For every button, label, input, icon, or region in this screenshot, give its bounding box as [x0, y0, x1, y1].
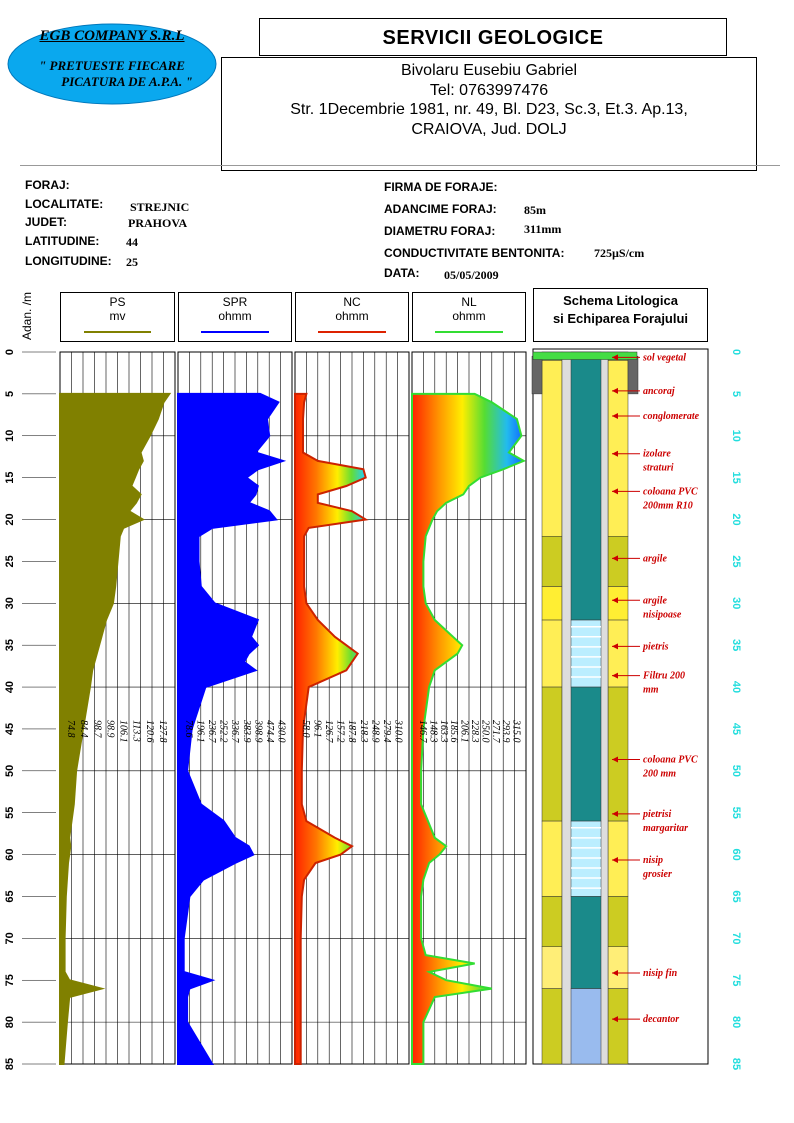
- depth-tick-right: 40: [730, 680, 742, 694]
- scale-label-ps: 113.3: [130, 720, 142, 742]
- depth-tick-right: 20: [730, 513, 742, 526]
- track-unit-nc: ohmm: [335, 309, 369, 323]
- sol-vegetal-cap: [533, 352, 637, 360]
- depth-tick-left: 35: [4, 639, 16, 652]
- scale-label-ps: 74.8: [65, 720, 76, 738]
- track-legend-line-ps: [84, 331, 152, 333]
- lithology-label: decantor: [643, 1014, 680, 1026]
- address-line-2: CRAIOVA, Jud. DOLJ: [411, 120, 567, 138]
- scale-label-spr: 336.7: [229, 720, 241, 743]
- conductivitate-value: 725µS/cm: [594, 246, 645, 260]
- litho-argile: [542, 687, 562, 821]
- data-label: DATA:: [384, 266, 420, 280]
- depth-tick-left: 70: [4, 932, 16, 945]
- scale-label-ps: 84.4: [78, 720, 90, 738]
- scale-label-spr: 78.6: [183, 720, 194, 738]
- track-header-nl: [412, 292, 526, 342]
- scale-label-nl: 315.0: [510, 720, 522, 743]
- scale-label-nl: 271.7: [489, 720, 501, 743]
- adancime-label: ADANCIME FORAJ:: [384, 202, 497, 216]
- depth-tick-left: 10: [4, 429, 16, 442]
- lithology-label: nisip fin: [643, 968, 678, 980]
- scale-label-nc: 187.8: [346, 720, 358, 743]
- scale-label-ps: 98.7: [91, 720, 103, 738]
- depth-tick-right: 5: [730, 390, 742, 397]
- scale-label-spr: 252.2: [217, 720, 229, 743]
- judet-label: JUDET:: [25, 215, 68, 229]
- scale-label-nc: 310.0: [392, 720, 404, 743]
- depth-tick-right: 60: [730, 848, 742, 861]
- casing-pvc: [571, 352, 601, 620]
- foraj-label: FORAJ:: [25, 178, 70, 192]
- depth-tick-left: 20: [4, 513, 16, 526]
- track-unit-spr: ohmm: [218, 309, 252, 323]
- scale-label-spr: 196.1: [194, 720, 206, 743]
- depth-tick-left: 55: [4, 806, 16, 819]
- scale-label-ps: 98.9: [104, 720, 116, 738]
- litho-nisip-fin: [608, 947, 628, 989]
- conductivitate-label: CONDUCTIVITATE BENTONITA:: [384, 246, 565, 260]
- scale-label-ps: 106.1: [117, 720, 129, 743]
- track-legend-line-nl: [435, 331, 502, 333]
- scale-label-nc: 279.4: [380, 720, 392, 743]
- depth-tick-left: 80: [4, 1015, 16, 1029]
- scale-label-nl: 228.3: [469, 720, 480, 743]
- lithology-label: coloana PVC 200 mm: [643, 754, 698, 780]
- scale-label-nc: 96.1: [311, 720, 323, 738]
- depth-tick-left: 45: [4, 722, 16, 736]
- casing-pvc: [571, 687, 601, 821]
- depth-tick-right: 85: [730, 1057, 742, 1071]
- depth-axis-label: Adan. /m: [20, 291, 34, 340]
- track-header-spr: [178, 292, 292, 342]
- localitate-label: LOCALITATE:: [25, 197, 104, 211]
- filter-200mm: [571, 821, 601, 896]
- slogan-line-1: " PRETUESTE FIECARE: [39, 58, 185, 73]
- depth-tick-left: 15: [4, 471, 16, 484]
- depth-tick-right: 45: [730, 722, 742, 736]
- scale-label-ps: 120.6: [143, 720, 155, 743]
- depth-tick-right: 35: [730, 639, 742, 652]
- lithology-label: argile: [643, 553, 667, 565]
- track-name-nc: NC: [343, 295, 361, 309]
- depth-tick-right: 80: [730, 1015, 742, 1029]
- contact-phone: Tel: 0763997476: [429, 81, 549, 99]
- depth-tick-right: 0: [730, 348, 742, 356]
- page-title: SERVICII GEOLOGICE: [259, 18, 727, 56]
- depth-tick-left: 0: [4, 348, 16, 356]
- litho-argile: [608, 989, 628, 1064]
- depth-tick-right: 25: [730, 555, 742, 568]
- header-divider: [20, 165, 780, 166]
- scale-label-nc: 58.0: [300, 720, 311, 738]
- lithology-label: pietrisi margaritar: [643, 808, 689, 834]
- depth-tick-left: 65: [4, 890, 16, 903]
- litho-pietris: [542, 620, 562, 687]
- track-name-ps: PS: [109, 295, 126, 309]
- firma-label: FIRMA DE FORAJE:: [384, 180, 498, 194]
- scale-label-nc: 126.7: [323, 720, 335, 743]
- litho-argile: [542, 989, 562, 1064]
- depth-tick-left: 60: [4, 848, 16, 861]
- scale-label-nl: 185.6: [448, 720, 460, 743]
- adancime-value: 85m: [524, 203, 546, 217]
- depth-tick-right: 30: [730, 597, 742, 610]
- data-value: 05/05/2009: [444, 268, 499, 282]
- scale-label-spr: 474.4: [263, 720, 275, 743]
- litho-argile: [608, 687, 628, 821]
- contact-box: [221, 57, 757, 171]
- lithology-label: conglomerate: [643, 411, 700, 423]
- schema-title-line-1: Schema Litologica: [563, 293, 678, 308]
- lithology-label: argile nisipoase: [643, 595, 682, 621]
- lithology-label: ancoraj: [643, 385, 675, 397]
- scale-label-nl: 206.1: [458, 720, 470, 743]
- lithology-label: izolare straturi: [643, 448, 674, 474]
- ancoraj-right: [628, 356, 638, 394]
- depth-tick-right: 65: [730, 890, 742, 903]
- scale-label-nc: 157.2: [334, 720, 346, 743]
- litho-nisip-grosier: [542, 821, 562, 896]
- track-header-ps: [60, 292, 175, 342]
- depth-tick-left: 50: [4, 764, 16, 777]
- track-name-spr: SPR: [222, 295, 248, 309]
- litho-argile: [608, 896, 628, 946]
- scale-label-nl: 146.7: [417, 720, 428, 743]
- depth-tick-right: 70: [730, 932, 742, 945]
- contact-name: Bivolaru Eusebiu Gabriel: [400, 62, 578, 79]
- address-line-1: Str. 1Decembrie 1981, nr. 49, Bl. D23, Sc.3, Et.3. Ap.13,: [290, 101, 688, 118]
- track-name-nl: NL: [461, 295, 477, 309]
- scale-label-spr: 398.9: [252, 720, 264, 743]
- depth-tick-left: 25: [4, 555, 16, 568]
- longitudine-label: LONGITUDINE:: [25, 254, 112, 268]
- scale-label-spr: 236.7: [206, 720, 218, 743]
- depth-tick-right: 10: [730, 429, 742, 442]
- lithology-label: coloana PVC 200mm R10: [643, 486, 698, 512]
- track-legend-line-nc: [318, 331, 385, 333]
- decantor: [571, 989, 601, 1064]
- scale-label-nl: 250.0: [479, 720, 491, 743]
- litho-nisip-fin: [542, 947, 562, 989]
- scale-label-nl: 163.3: [437, 720, 449, 743]
- schema-header: [533, 288, 708, 342]
- depth-tick-left: 5: [4, 390, 16, 397]
- litho-argile: [542, 896, 562, 946]
- scale-label-spr: 430.0: [275, 720, 287, 743]
- scale-label-nc: 218.3: [357, 720, 369, 743]
- localitate-value: STREJNIC: [130, 200, 190, 214]
- litho-conglomerate: [542, 360, 562, 536]
- latitudine-value: 44: [126, 235, 138, 249]
- ancoraj-left: [532, 356, 542, 394]
- litho-argile: [542, 536, 562, 586]
- scale-label-ps: 127.8: [156, 720, 168, 743]
- slogan-line-2: PICATURA DE A.P.A. ": [61, 74, 193, 89]
- scale-label-spr: 383.9: [240, 720, 252, 743]
- depth-tick-left: 75: [4, 974, 16, 987]
- casing-pvc: [571, 896, 601, 988]
- depth-tick-left: 40: [4, 680, 16, 694]
- diametru-label: DIAMETRU FORAJ:: [384, 224, 496, 238]
- lithology-label: sol vegetal: [643, 352, 687, 364]
- depth-tick-right: 55: [730, 806, 742, 819]
- track-unit-ps: mv: [109, 309, 126, 323]
- lithology-label: nisip grosier: [643, 854, 672, 880]
- latitudine-label: LATITUDINE:: [25, 234, 100, 248]
- judet-value: PRAHOVA: [128, 216, 188, 230]
- depth-tick-left: 85: [4, 1057, 16, 1071]
- litho-conglomerate: [608, 360, 628, 536]
- company-name: EGB COMPANY S.R.L: [39, 28, 185, 44]
- longitudine-value: 25: [126, 255, 138, 269]
- company-slogan: [6, 58, 218, 90]
- depth-tick-right: 50: [730, 764, 742, 777]
- depth-tick-right: 75: [730, 974, 742, 987]
- track-legend-line-spr: [201, 331, 268, 333]
- scale-label-nl: 148.3: [427, 720, 439, 743]
- scale-label-nc: 248.9: [369, 720, 381, 743]
- depth-tick-right: 15: [730, 471, 742, 484]
- track-header-nc: [295, 292, 409, 342]
- diametru-value: 311mm: [524, 222, 562, 236]
- track-unit-nl: ohmm: [452, 309, 486, 323]
- depth-tick-left: 30: [4, 597, 16, 610]
- schema-title-line-2: si Echiparea Forajului: [552, 311, 689, 326]
- lithology-label: pietris: [643, 641, 669, 653]
- lithology-label: Filtru 200 mm: [643, 670, 685, 696]
- scale-label-nl: 293.9: [500, 720, 512, 743]
- litho-argile-nisipoase: [542, 587, 562, 621]
